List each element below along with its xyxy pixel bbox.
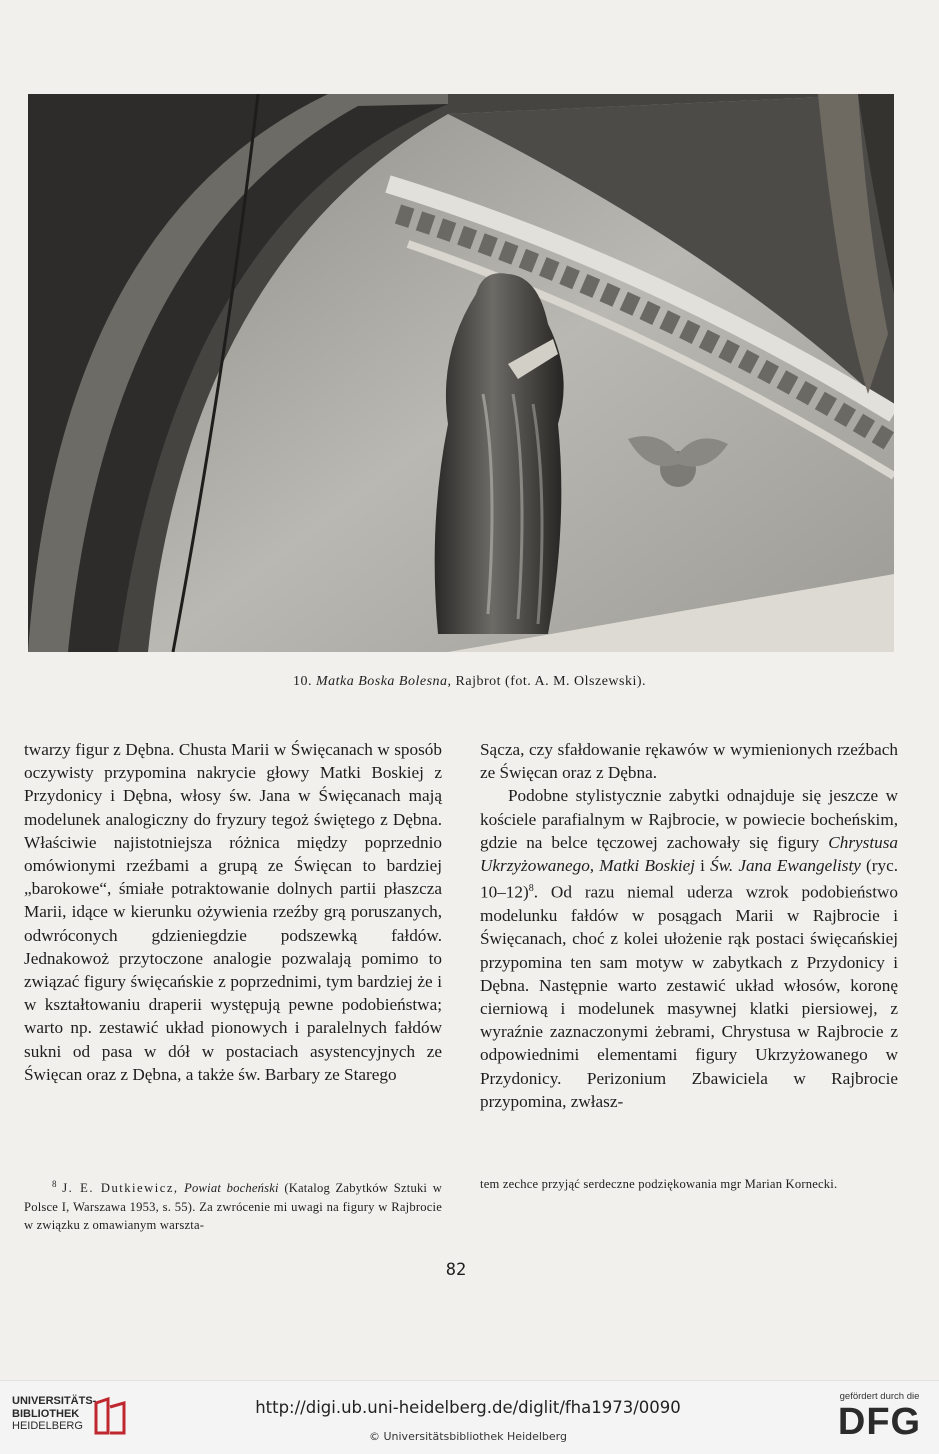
italic-title-1: Chrystusa Ukrzyżowanego, Matki Boskiej: [480, 832, 898, 876]
footnote-left: [24, 1175, 442, 1235]
left-column: [24, 738, 442, 1086]
footnote-right: [480, 1175, 898, 1194]
right-column: [480, 738, 898, 1113]
caption-number: 10.: [292, 674, 312, 689]
caption-rest: Rajbrot (fot. A. M. Olszewski).: [455, 674, 647, 689]
caption-title: Matka Boska Bolesna,: [315, 674, 452, 689]
footnote-number: 8: [52, 1179, 57, 1189]
text-run: i: [695, 856, 711, 876]
footnote-continuation: tem zechce przyjąć serdeczne podziękowania mgr Marian Kornecki.: [480, 1177, 838, 1191]
right-paragraph-1: Sącza, czy sfałdowanie rękawów w wymienionych rzeźbach ze Święcan oraz z Dębna.: [480, 740, 898, 783]
library-line-1: UNIVERSITÄTS-: [12, 1395, 97, 1407]
footnote-title: Powiat bocheński: [184, 1181, 279, 1196]
italic-title-2: Św. Jana Ewangelisty: [710, 856, 861, 876]
text-run: (ryc. 10–12): [480, 856, 898, 902]
text-run: Podobne stylistycznie zabytki odnajduje się jeszcze w kościele parafialnym w Rajbrocie, w powiecie bocheńskim, gdzie na belce tęczowej zachowały się figury: [480, 786, 898, 852]
left-paragraph: twarzy figur z Dębna. Chusta Marii w Święcanach w sposób oczywisty przypomina nakrycie głowy Matki Boskiej z Przydonicy i Dębna, włosy św. Jana w Święcanach mają modelunek analogiczny do fryzury tegoż świętego z Dębna. Właściwie najistotniejsza różnica między poprzednio omówionymi rzeźbami a grupą ze Święcan to bardziej „barokowe“, śmiałe potraktowanie dolnych partii płaszcza Marii, idące w kierunku ożywienia rzeźby grą poruszanych, odwróconych gdzieniegdzie podszewką fałdów. Jednakowoż przytoczone analogie pozwalają pomimo to związać figury święcańskie z poprzednimi, tym bardziej że i w kształtowaniu draperii występują pewne podobieństwa; warto np. zestawić układ pionowych i paralelnych fałdów sukni od pasa w dół w postaciach asystencyjnych ze Święcan oraz z Dębna, a także św. Barbary ze Starego: [24, 740, 442, 1084]
photo-illustration: [28, 94, 894, 652]
footnote-ref: 8: [528, 883, 534, 895]
figure-caption: [0, 674, 939, 690]
dfg-small-text: gefördert durch die: [839, 1391, 920, 1402]
figure-photo: [28, 94, 894, 652]
page-number: 82: [445, 1260, 467, 1280]
footer-url[interactable]: http://digi.ub.uni-heidelberg.de/diglit/fha1973/0090: [255, 1398, 681, 1417]
dfg-logo: [832, 1391, 927, 1447]
footnote-rest: (Katalog Zabytków Sztuki w Polsce I, Warszawa 1953, s. 55). Za zwrócenie mi uwagi na figury w Rajbrocie w związku z omawianym warszta-: [24, 1181, 442, 1233]
footer-copyright: © Universitätsbibliothek Heidelberg: [368, 1430, 567, 1443]
library-mark-icon: [92, 1397, 128, 1435]
library-line-2: BIBLIOTHEK: [12, 1407, 80, 1420]
footer-bar: [0, 1380, 939, 1454]
footnote-author: J. E. Dutkiewicz,: [62, 1181, 179, 1196]
text-run: . Od razu niemal uderza wzrok podobieństwo modelunku fałdów w posągach Marii w Rajbrocie i Święcanach, choć z kolei ułożenie rąk postaci święcańskiej przypomina ten sam motyw w zabytkach z Przydonicy i Dębna. Następnie warto zestawić układ włosów, koronę cierniową i modelunek masywnej klatki piersiowej, z wyraźnie zaznaczonymi żebrami, Chrystusa w Rajbrocie z odpowiednimi elementami figury Ukrzyżowanego w Przydonicy. Perizonium Zbawiciela w Rajbrocie przypomina, zwłasz-: [480, 882, 898, 1111]
library-line-3: HEIDELBERG: [12, 1420, 83, 1432]
footnote-8: [24, 1175, 442, 1235]
dfg-wordmark: DFG: [837, 1401, 922, 1443]
right-paragraph-2: [480, 784, 898, 1113]
